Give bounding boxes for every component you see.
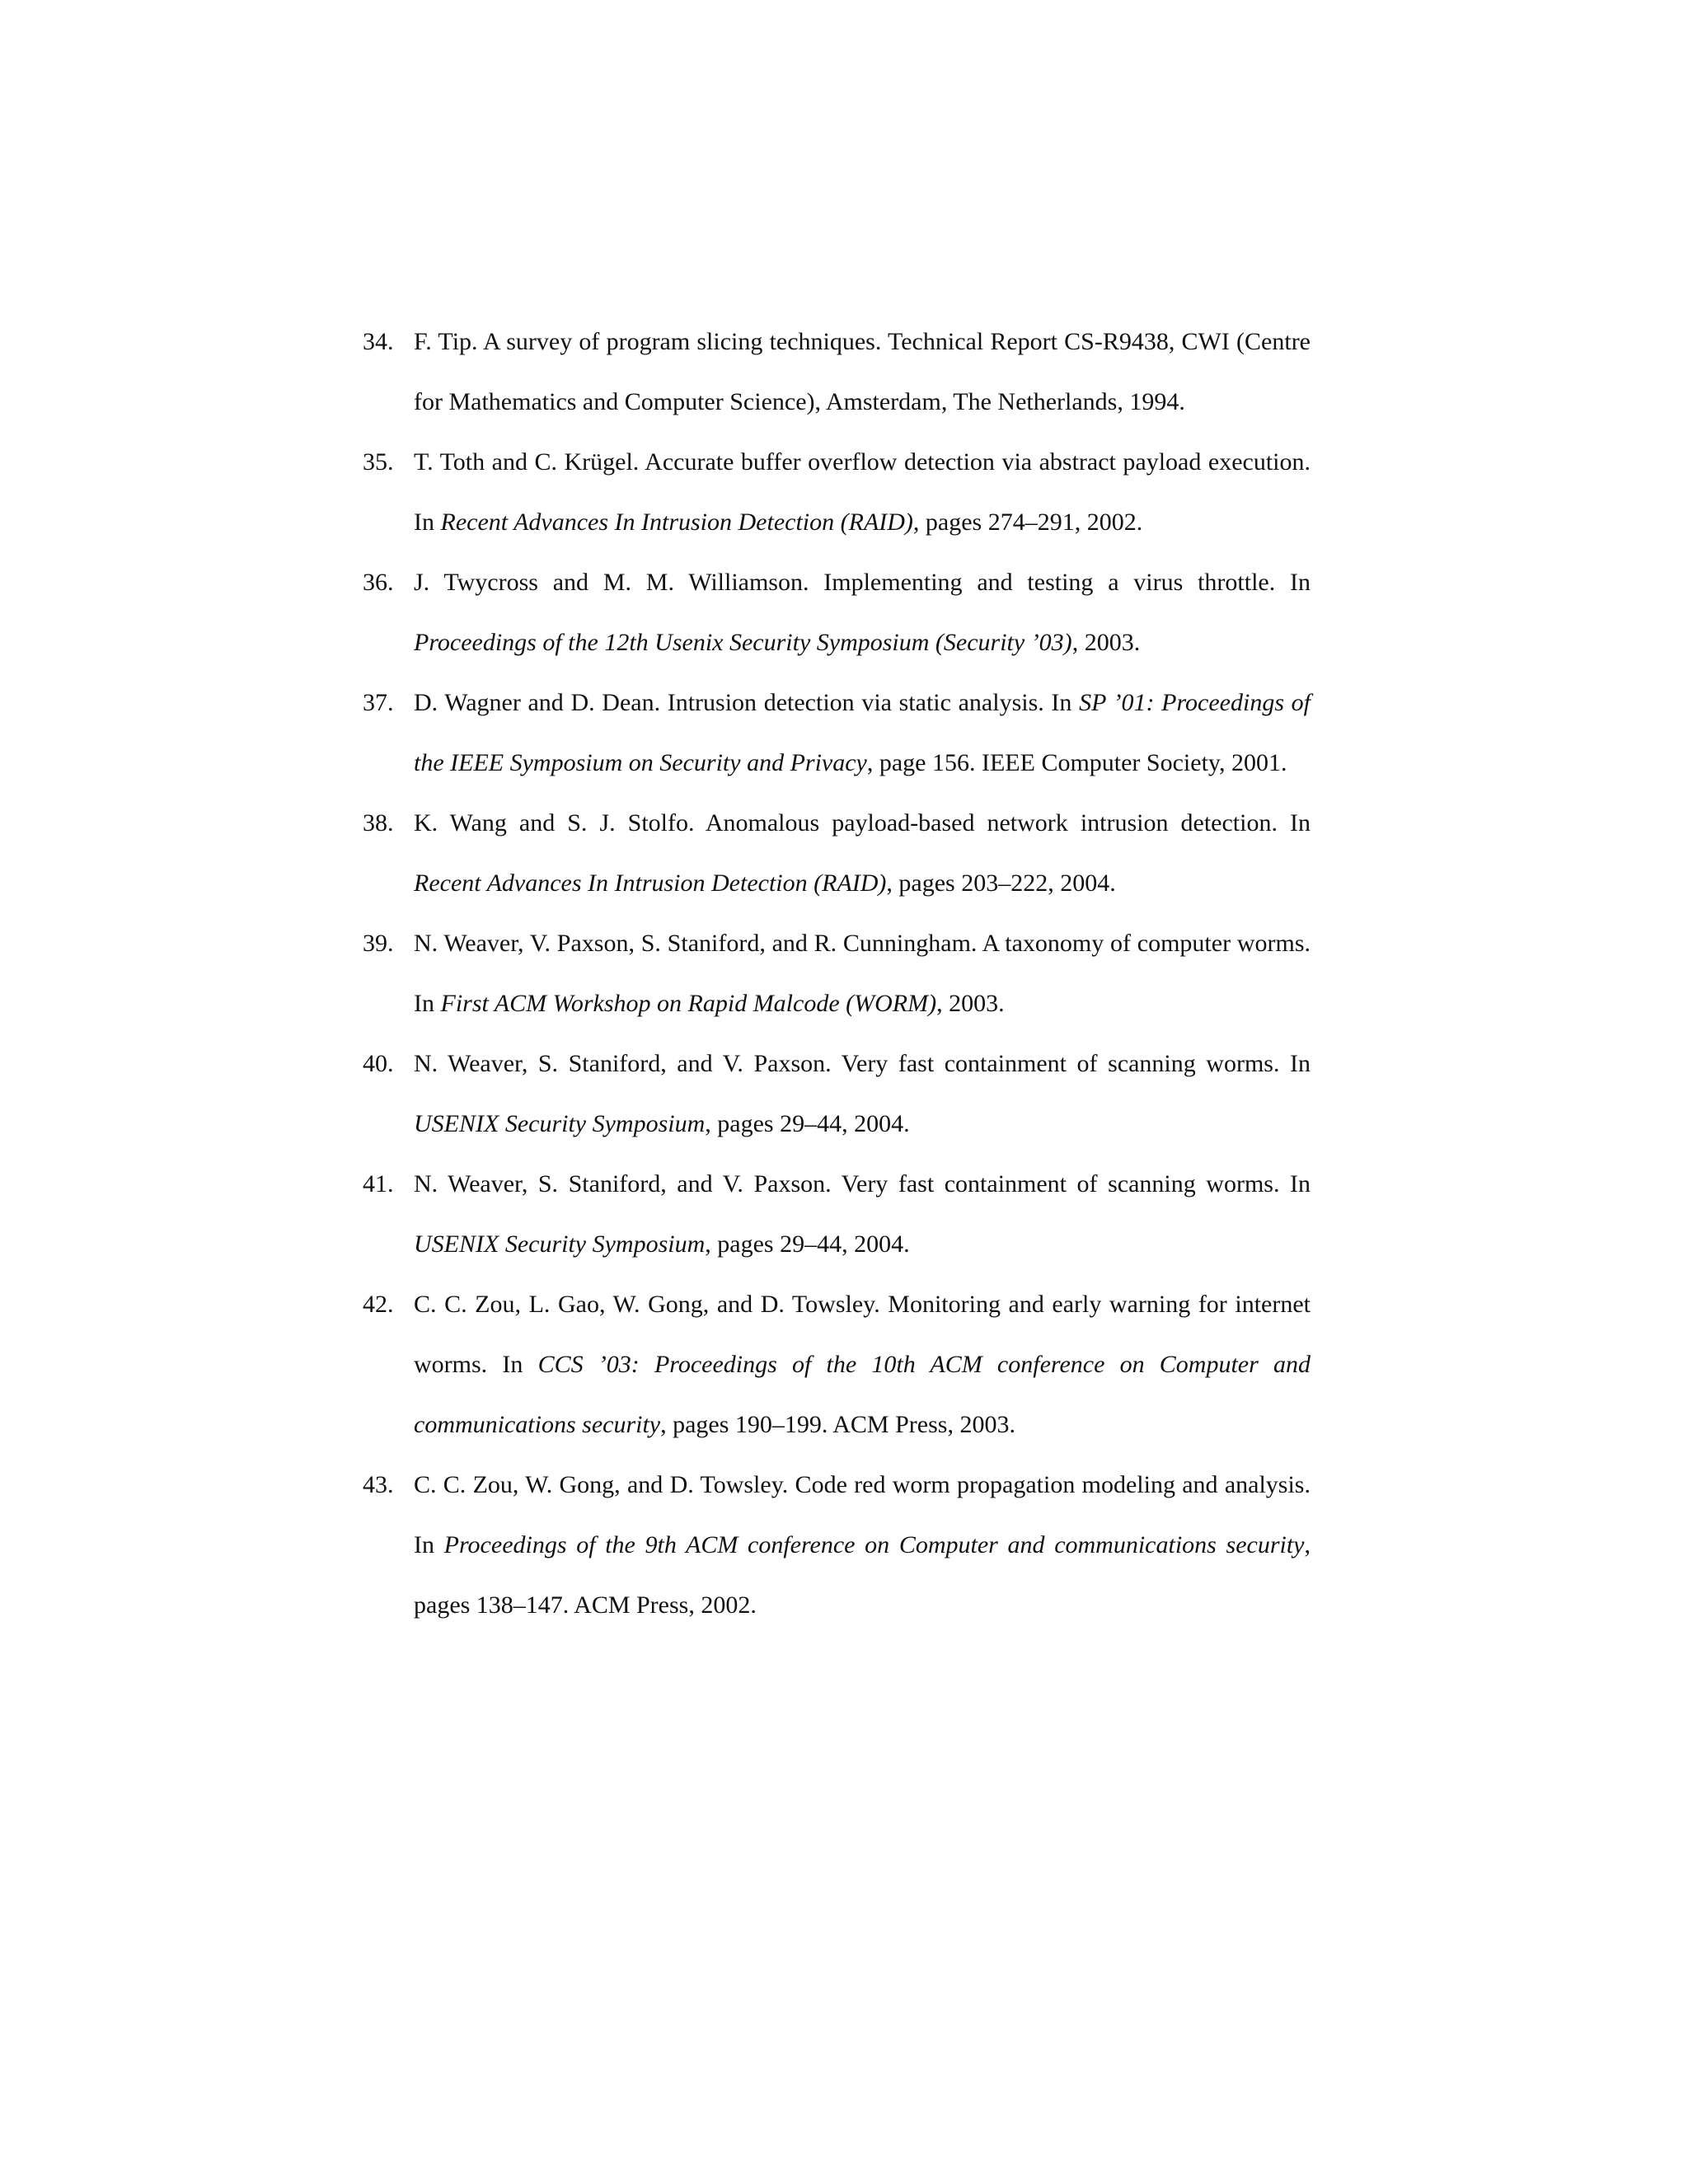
reference-list xyxy=(363,312,1311,1635)
reference-number: 37. xyxy=(363,689,394,716)
reference-venue: Proceedings of the 9th ACM conference on Computer and communications security xyxy=(443,1531,1305,1558)
reference-details: , 2003. xyxy=(936,990,1005,1017)
reference-item-35 xyxy=(363,432,1311,552)
reference-number: 35. xyxy=(363,448,394,476)
reference-text xyxy=(414,1050,1311,1137)
reference-venue: USENIX Security Symposium xyxy=(414,1230,706,1258)
reference-item-36 xyxy=(363,552,1311,673)
reference-authors-title: N. Weaver, S. Staniford, and V. Paxson. Very fast containment of scanning worms. In xyxy=(414,1050,1311,1077)
reference-item-42 xyxy=(363,1274,1311,1455)
reference-details: , 2003. xyxy=(1071,629,1141,656)
reference-text xyxy=(414,809,1311,897)
reference-venue: Proceedings of the 12th Usenix Security Symposium (Security ’03) xyxy=(414,629,1072,656)
reference-text xyxy=(414,569,1311,656)
reference-item-41 xyxy=(363,1154,1311,1274)
reference-authors-title: C. C. Zou, L. Gao, W. Gong, and D. Towsley. Monitoring and early warning for internet worms. In xyxy=(414,1291,1311,1378)
reference-details: , page 156. IEEE Computer Society, 2001. xyxy=(866,749,1287,776)
reference-authors-title: F. Tip. A survey of program slicing techniques. Technical Report CS-R9438, CWI (Centre for Mathematics and Computer Science), Amsterdam, The Netherlands, 1994. xyxy=(414,328,1311,415)
reference-item-43 xyxy=(363,1455,1311,1635)
reference-text xyxy=(414,689,1311,776)
reference-number: 34. xyxy=(363,328,394,355)
reference-text xyxy=(414,448,1311,536)
reference-text xyxy=(414,328,1311,415)
reference-item-39 xyxy=(363,913,1311,1033)
reference-item-40 xyxy=(363,1033,1311,1154)
reference-details: , pages 274–291, 2002. xyxy=(912,509,1143,536)
reference-authors-title: C. C. Zou, W. Gong, and D. Towsley. Code red worm propagation modeling and analysis. In xyxy=(414,1471,1311,1558)
reference-details: , pages 29–44, 2004. xyxy=(705,1110,910,1137)
reference-details: , pages 29–44, 2004. xyxy=(705,1230,910,1258)
reference-authors-title: N. Weaver, V. Paxson, S. Staniford, and R. Cunningham. A taxonomy of computer worms. In xyxy=(414,930,1311,1017)
reference-text xyxy=(414,1471,1311,1619)
reference-text xyxy=(414,930,1311,1017)
reference-authors-title: T. Toth and C. Krügel. Accurate buffer overflow detection via abstract payload execution. In xyxy=(414,448,1311,536)
reference-number: 40. xyxy=(363,1050,394,1077)
reference-number: 43. xyxy=(363,1471,394,1498)
reference-details: , pages 203–222, 2004. xyxy=(886,869,1116,897)
reference-venue: First ACM Workshop on Rapid Malcode (WORM) xyxy=(440,990,937,1017)
reference-venue: CCS ’03: Proceedings of the 10th ACM conference on Computer and communications security xyxy=(414,1351,1311,1438)
reference-number: 39. xyxy=(363,930,394,957)
reference-authors-title: J. Twycross and M. M. Williamson. Implementing and testing a virus throttle. In xyxy=(414,569,1311,596)
reference-number: 38. xyxy=(363,809,394,837)
reference-item-37 xyxy=(363,673,1311,793)
reference-venue: SP ’01: Proceedings of the IEEE Symposium on Security and Privacy xyxy=(414,689,1311,776)
reference-venue: Recent Advances In Intrusion Detection (RAID) xyxy=(414,869,887,897)
reference-details: , pages 190–199. ACM Press, 2003. xyxy=(660,1411,1015,1438)
reference-text xyxy=(414,1170,1311,1258)
reference-authors-title: K. Wang and S. J. Stolfo. Anomalous payload-based network intrusion detection. In xyxy=(414,809,1311,837)
reference-number: 36. xyxy=(363,569,394,596)
reference-authors-title: D. Wagner and D. Dean. Intrusion detection via static analysis. In xyxy=(414,689,1080,716)
reference-number: 42. xyxy=(363,1291,394,1318)
reference-details: , pages 138–147. ACM Press, 2002. xyxy=(414,1531,1311,1619)
reference-authors-title: N. Weaver, S. Staniford, and V. Paxson. Very fast containment of scanning worms. In xyxy=(414,1170,1311,1197)
reference-number: 41. xyxy=(363,1170,394,1197)
reference-text xyxy=(414,1291,1311,1438)
reference-venue: Recent Advances In Intrusion Detection (RAID) xyxy=(440,509,913,536)
reference-item-38 xyxy=(363,793,1311,913)
reference-item-34 xyxy=(363,312,1311,432)
reference-venue: USENIX Security Symposium xyxy=(414,1110,706,1137)
